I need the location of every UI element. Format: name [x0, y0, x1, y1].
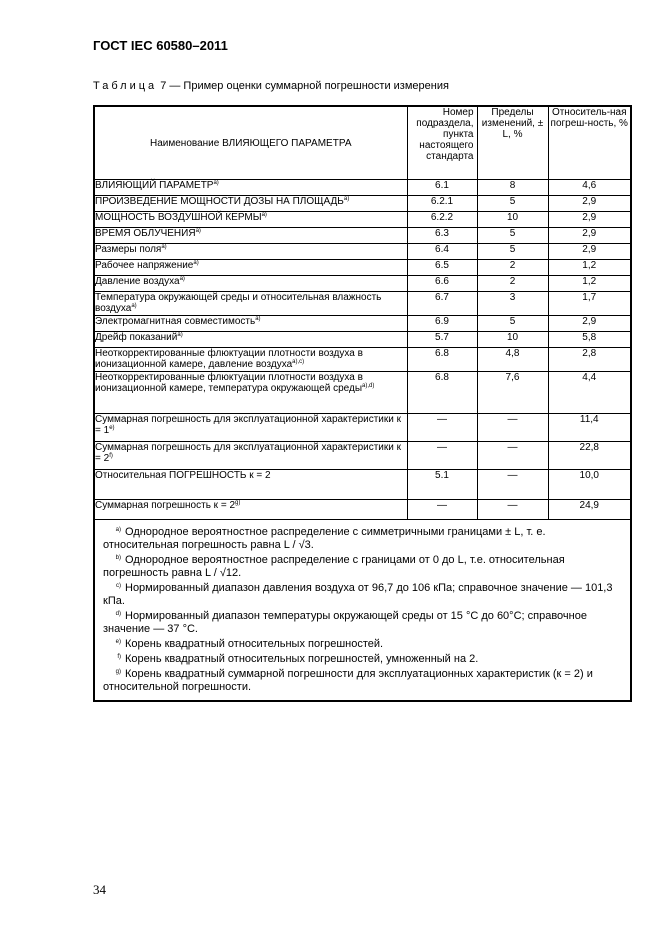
limits-cell: 3 — [477, 292, 548, 316]
table-row — [94, 276, 631, 292]
parameter-name: Дрейф показаний — [95, 332, 178, 343]
table-row — [94, 348, 631, 372]
footnote-ref: а) — [195, 228, 201, 234]
column-header-limits: Пределы изменений, ± L, % — [477, 106, 548, 180]
footnote-mark: b) — [115, 555, 121, 561]
parameter-cell — [94, 316, 407, 332]
footnote-ref: а) — [161, 244, 167, 250]
table-row — [94, 470, 631, 500]
table-row — [94, 292, 631, 316]
document-header: ГОСТ IEC 60580–2011 — [93, 38, 228, 53]
footnote-mark: с) — [116, 583, 121, 589]
relative-cell: 1,2 — [548, 260, 631, 276]
limits-cell: 7,6 — [477, 372, 548, 414]
limits-cell: 5 — [477, 244, 548, 260]
footnote-text: Корень квадратный относительных погрешностей, умноженный на 2. — [125, 653, 479, 665]
footnote-ref: а) — [179, 276, 185, 282]
relative-cell: 1,2 — [548, 276, 631, 292]
section-cell: 6.9 — [407, 316, 477, 332]
section-cell: 6.2.1 — [407, 196, 477, 212]
footnote-mark: е) — [115, 639, 121, 645]
relative-cell: 11,4 — [548, 414, 631, 442]
limits-cell: — — [477, 500, 548, 520]
section-cell: — — [407, 414, 477, 442]
table-row — [94, 316, 631, 332]
section-cell: 6.1 — [407, 180, 477, 196]
footnote — [103, 666, 622, 694]
footnote-ref: а) — [343, 196, 350, 202]
footnote-text: Нормированный диапазон температуры окружающей среды от 15 °С до 60°С; справочное значение — 37 °С. — [103, 610, 587, 635]
section-cell: 6.6 — [407, 276, 477, 292]
table-row — [94, 228, 631, 244]
parameter-cell — [94, 260, 407, 276]
relative-cell: 2,9 — [548, 228, 631, 244]
table-row — [94, 332, 631, 348]
relative-cell: 22,8 — [548, 442, 631, 470]
parameter-cell — [94, 470, 407, 500]
section-cell: 5.1 — [407, 470, 477, 500]
limits-cell: 10 — [477, 332, 548, 348]
footnote-ref: а),с) — [292, 359, 305, 365]
relative-cell: 1,7 — [548, 292, 631, 316]
limits-cell: 2 — [477, 260, 548, 276]
footnote-ref: а) — [255, 316, 261, 322]
footnote — [103, 636, 622, 651]
table-row — [94, 212, 631, 228]
section-cell: — — [407, 442, 477, 470]
footnote-mark: f) — [117, 654, 121, 660]
table-row — [94, 244, 631, 260]
column-header-relative: Относитель-ная погреш-ность, % — [548, 106, 631, 180]
limits-cell: — — [477, 414, 548, 442]
parameter-name: Рабочее напряжение — [95, 260, 194, 271]
footnotes — [94, 520, 631, 702]
footnote — [103, 608, 622, 636]
parameter-name: Относительная ПОГРЕШНОСТЬ к = 2 — [95, 470, 271, 481]
parameter-cell — [94, 292, 407, 316]
footnote-ref: f) — [109, 453, 113, 459]
relative-cell: 2,9 — [548, 244, 631, 260]
footnote-ref: а) — [213, 180, 219, 186]
table-row — [94, 260, 631, 276]
parameter-cell — [94, 180, 407, 196]
footnote — [103, 580, 622, 608]
section-cell: 6.8 — [407, 348, 477, 372]
relative-cell: 24,9 — [548, 500, 631, 520]
footnote-ref: а) — [131, 303, 137, 309]
parameter-cell — [94, 212, 407, 228]
footnote-mark: d) — [115, 611, 121, 617]
relative-cell: 10,0 — [548, 470, 631, 500]
parameter-name: ВЛИЯЮЩИЙ ПАРАМЕТР — [95, 180, 214, 191]
parameter-name: Неоткорректированные флюктуации плотности воздуха в ионизационной камере, температура окружающей среды — [95, 372, 363, 394]
table-row — [94, 442, 631, 470]
parameter-name: Температура окружающей среды и относительная влажность воздуха — [95, 292, 382, 314]
limits-cell: 5 — [477, 228, 548, 244]
footnote — [103, 524, 622, 552]
section-cell: 6.7 — [407, 292, 477, 316]
parameter-cell — [94, 372, 407, 414]
footnote-ref: g) — [235, 500, 241, 506]
parameter-name: Неоткорректированные флюктуации плотности воздуха в ионизационной камере, давление воздуха — [95, 348, 363, 370]
column-header-section: Номер подраздела, пункта настоящего стандарта — [407, 106, 477, 180]
footnote-ref: а) — [193, 260, 199, 266]
limits-cell: 10 — [477, 212, 548, 228]
footnote-ref: а) — [177, 332, 183, 338]
section-cell: 6.8 — [407, 372, 477, 414]
parameter-name: Суммарная погрешность для эксплуатационной характеристики к = 2 — [95, 442, 402, 464]
table-header-row — [94, 106, 631, 180]
parameter-cell — [94, 244, 407, 260]
table-row — [94, 500, 631, 520]
footnote-text: Однородное вероятностное распределение с границами от 0 до L, т.е. относительная погрешность равна L / √12. — [103, 554, 565, 579]
relative-cell: 2,9 — [548, 196, 631, 212]
column-header-parameter: Наименование ВЛИЯЮЩЕГО ПАРАМЕТРА — [94, 106, 407, 180]
footnote-text: Корень квадратный относительных погрешностей. — [125, 638, 384, 650]
section-cell: — — [407, 500, 477, 520]
caption-text: 7 — Пример оценки суммарной погрешности измерения — [157, 80, 449, 92]
parameter-cell — [94, 196, 407, 212]
relative-cell: 4,6 — [548, 180, 631, 196]
footnotes-row — [94, 520, 631, 702]
section-cell: 6.3 — [407, 228, 477, 244]
parameter-name: Электромагнитная совместимость — [95, 316, 256, 327]
parameter-cell — [94, 228, 407, 244]
parameter-name: Суммарная погрешность для эксплуатационной характеристики к = 1 — [95, 414, 402, 436]
parameter-name: Давление воздуха — [95, 276, 180, 287]
uncertainty-table — [93, 105, 632, 702]
table-row — [94, 196, 631, 212]
table-caption — [93, 80, 449, 92]
footnote-mark: g) — [115, 669, 121, 675]
page-number: 34 — [93, 882, 106, 897]
section-cell: 6.2.2 — [407, 212, 477, 228]
limits-cell: 2 — [477, 276, 548, 292]
table-body — [94, 180, 631, 702]
limits-cell: 5 — [477, 316, 548, 332]
section-cell: 6.5 — [407, 260, 477, 276]
footnote-text: Нормированный диапазон давления воздуха от 96,7 до 106 кПа; справочное значение — 101,3 кПа. — [103, 582, 613, 607]
table-row — [94, 414, 631, 442]
limits-cell: — — [477, 442, 548, 470]
relative-cell: 2,8 — [548, 348, 631, 372]
parameter-cell — [94, 332, 407, 348]
parameter-cell — [94, 348, 407, 372]
footnote — [103, 651, 622, 666]
footnote-ref: а) — [261, 212, 267, 218]
parameter-name: ВРЕМЯ ОБЛУЧЕНИЯ — [95, 228, 196, 239]
relative-cell: 2,9 — [548, 212, 631, 228]
table-row — [94, 372, 631, 414]
footnote-mark: а) — [115, 527, 121, 533]
parameter-name: МОЩНОСТЬ ВОЗДУШНОЙ КЕРМЫ — [95, 212, 262, 223]
limits-cell: — — [477, 470, 548, 500]
parameter-cell — [94, 442, 407, 470]
relative-cell: 2,9 — [548, 316, 631, 332]
parameter-cell — [94, 414, 407, 442]
parameter-name: ПРОИЗВЕДЕНИЕ МОЩНОСТИ ДОЗЫ НА ПЛОЩАДЬ — [95, 196, 344, 207]
parameter-name: Суммарная погрешность к = 2 — [95, 500, 236, 511]
footnote — [103, 552, 622, 580]
parameter-cell — [94, 500, 407, 520]
caption-prefix: Таблица — [93, 80, 158, 92]
table-row — [94, 180, 631, 196]
footnote-text: Корень квадратный суммарной погрешности для эксплуатационных характеристик (к = 2) и относительной погрешности. — [103, 668, 593, 693]
footnote-text: Однородное вероятностное распределение с симметричными границами ± L, т. е. относительная погрешность равна L / √3. — [103, 526, 546, 551]
parameter-name: Размеры поля — [95, 244, 162, 255]
limits-cell: 5 — [477, 196, 548, 212]
section-cell: 5.7 — [407, 332, 477, 348]
parameter-cell — [94, 276, 407, 292]
limits-cell: 8 — [477, 180, 548, 196]
limits-cell: 4,8 — [477, 348, 548, 372]
footnote-ref: е) — [109, 425, 115, 431]
relative-cell: 4,4 — [548, 372, 631, 414]
footnote-ref: а),d) — [362, 383, 375, 389]
section-cell: 6.4 — [407, 244, 477, 260]
relative-cell: 5,8 — [548, 332, 631, 348]
